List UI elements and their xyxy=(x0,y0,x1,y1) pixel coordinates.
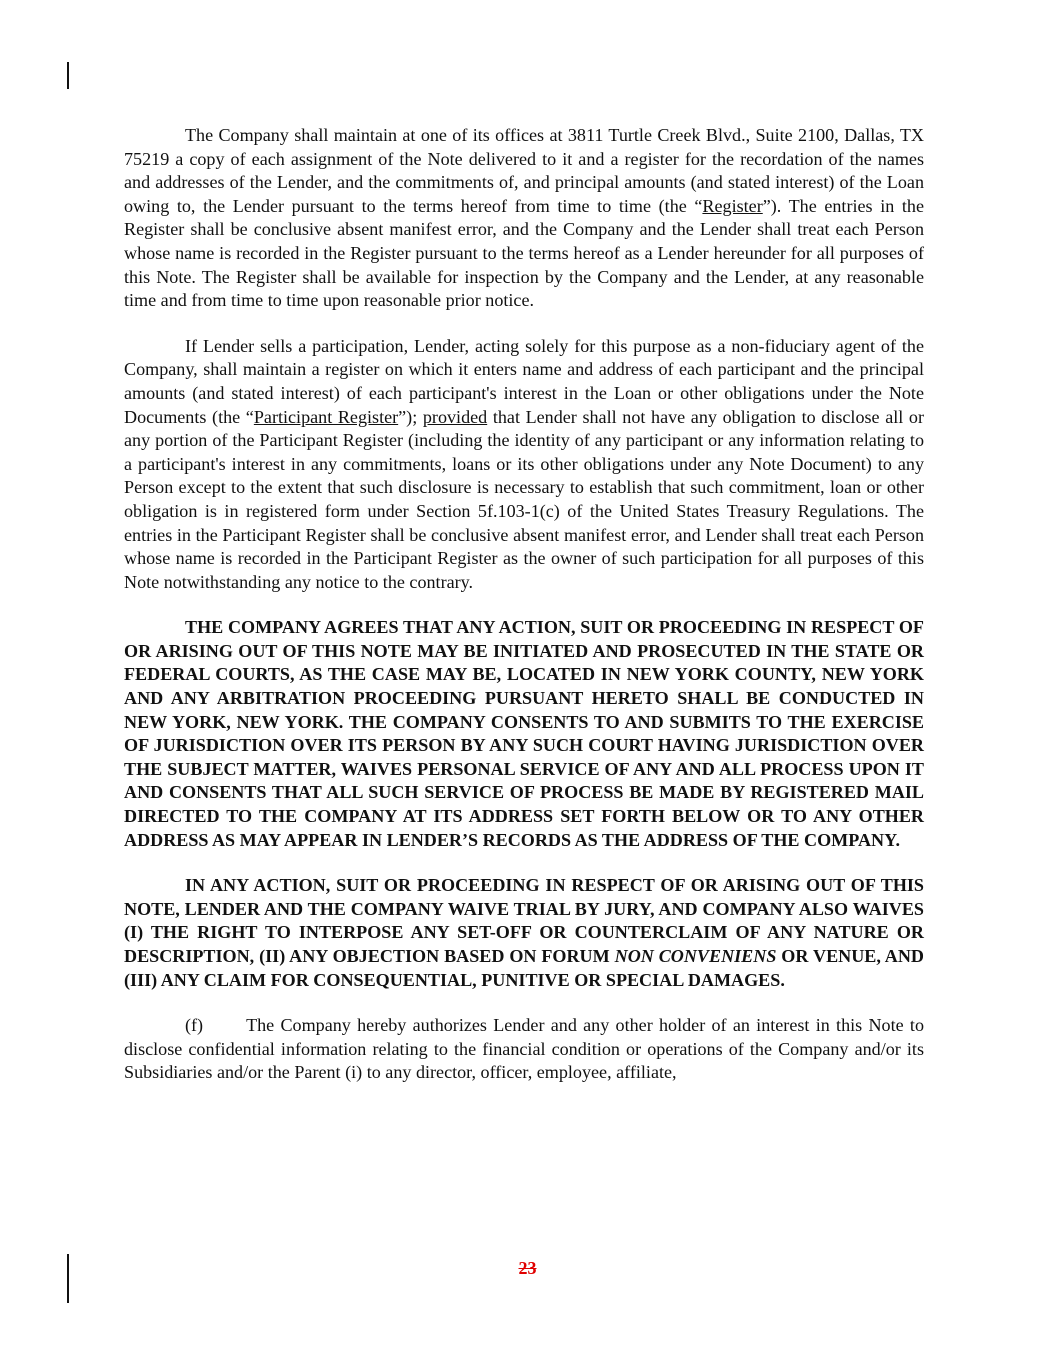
defined-term-provided: provided xyxy=(422,406,488,427)
paragraph-text: The Company shall maintain at one of its offices at 3811 Turtle Creek Blvd., Suite 2100, Dallas, TX 75219 a copy of each assignment of the Note delivered to it and a register for the recordation of the names and addresses of the Lender, and the commitments of, and principal amounts (and stated interest) of the Loan owing to, the Lender pursuant to the terms hereof from time to time (the “ xyxy=(124,125,924,216)
change-bar-top xyxy=(67,62,69,89)
paragraph-text: ”). The entries in the Register shall be conclusive absent manifest error, and the Company and the Lender shall treat each Person whose name is recorded in the Register pursuant to the terms hereof as a Lender hereunder for all purposes of this Note. The Register shall be available for inspection by the Company and the Lender, at any reasonable time and from time to time upon reasonable prior notice. xyxy=(124,195,924,311)
clause-label: (f) xyxy=(185,1015,204,1036)
paragraph-text: The Company hereby authorizes Lender and any other holder of an interest in this Note to disclose confidential information relating to the financial condition or operations of the Company and/or its Subsidiaries and/or the Parent (i) to any director, officer, employee, affiliate, xyxy=(124,1015,924,1083)
paragraph-text: THE COMPANY AGREES THAT ANY ACTION, SUIT OR PROCEEDING IN RESPECT OF OR ARISING OUT OF THIS NOTE MAY BE INITIATED AND PROSECUTED IN THE STATE OR FEDERAL COURTS, AS THE CASE MAY BE, LOCATED IN NEW YORK COUNTY, NEW YORK AND ANY ARBITRATION PROCEEDING PURSUANT HERETO SHALL BE CONDUCTED IN NEW YORK, NEW YORK. THE COMPANY CONSENTS TO AND SUBMITS TO THE EXERCISE OF JURISDICTION OVER ITS PERSON BY ANY SUCH COURT HAVING JURISDICTION OVER THE SUBJECT MATTER, WAIVES PERSONAL SERVICE OF ANY AND ALL PROCESS UPON IT AND CONSENTS THAT ALL SUCH SERVICE OF PROCESS BE MADE BY REGISTERED MAIL DIRECTED TO THE COMPANY AT ITS ADDRESS SET FORTH BELOW OR TO ANY OTHER ADDRESS AS MAY APPEAR IN LENDER’S RECORDS AS THE ADDRESS OF THE COMPANY. xyxy=(124,617,924,850)
paragraph-f-confidential-info xyxy=(124,1014,924,1085)
document-page-body xyxy=(124,124,924,1109)
defined-term-register: Register xyxy=(702,195,763,216)
paragraph-text: that Lender shall not have any obligation to disclose all or any portion of the Participant Register (including the identity of any participant or any information relating to a participant's interest in any commitments, loans or its other obligations under any Note Document) to any Person except to the extent that such disclosure is necessary to establish that such commitment, loan or other obligation is in registered form under Section 5f.103-1(c) of the United States Treasury Regulations. The entries in the Participant Register shall be conclusive absent manifest error, and Lender shall treat each Person whose name is recorded in the Participant Register as the owner of such participation for all purposes of this Note notwithstanding any notice to the contrary. xyxy=(124,406,924,592)
paragraph-text: IN ANY ACTION, SUIT OR PROCEEDING IN RESPECT OF OR ARISING OUT OF THIS NOTE, LENDER AND THE COMPANY WAIVE TRIAL BY JURY, AND COMPANY ALSO WAIVES (I) THE RIGHT TO INTERPOSE ANY SET-OFF OR COUNTERCLAIM OF ANY NATURE OR DESCRIPTION, (II) ANY OBJECTION BASED ON FORUM xyxy=(124,875,924,966)
page-number-text: 23 xyxy=(518,1258,537,1278)
italic-term-non-conveniens: NON CONVENIENS xyxy=(614,946,777,966)
paragraph-text: If Lender sells a participation, Lender, acting solely for this purpose as a non-fiduciary agent of the Company, shall maintain a register on which it enters name and address of each participant and the principal amounts (and stated interest) of each participant's interest in the Loan or other obligations under the Note Documents (the “ xyxy=(124,335,924,427)
paragraph-text: ”); xyxy=(398,406,423,427)
paragraph-jury-waiver xyxy=(124,874,924,992)
page-number xyxy=(0,1258,1055,1279)
paragraph-participant-register xyxy=(124,335,924,595)
defined-term-participant-register: Participant Register xyxy=(253,406,399,427)
paragraph-jurisdiction xyxy=(124,616,924,852)
paragraph-text: OR VENUE, AND (III) ANY CLAIM FOR CONSEQUENTIAL, PUNITIVE OR SPECIAL DAMAGES. xyxy=(124,946,924,990)
paragraph-register xyxy=(124,124,924,313)
